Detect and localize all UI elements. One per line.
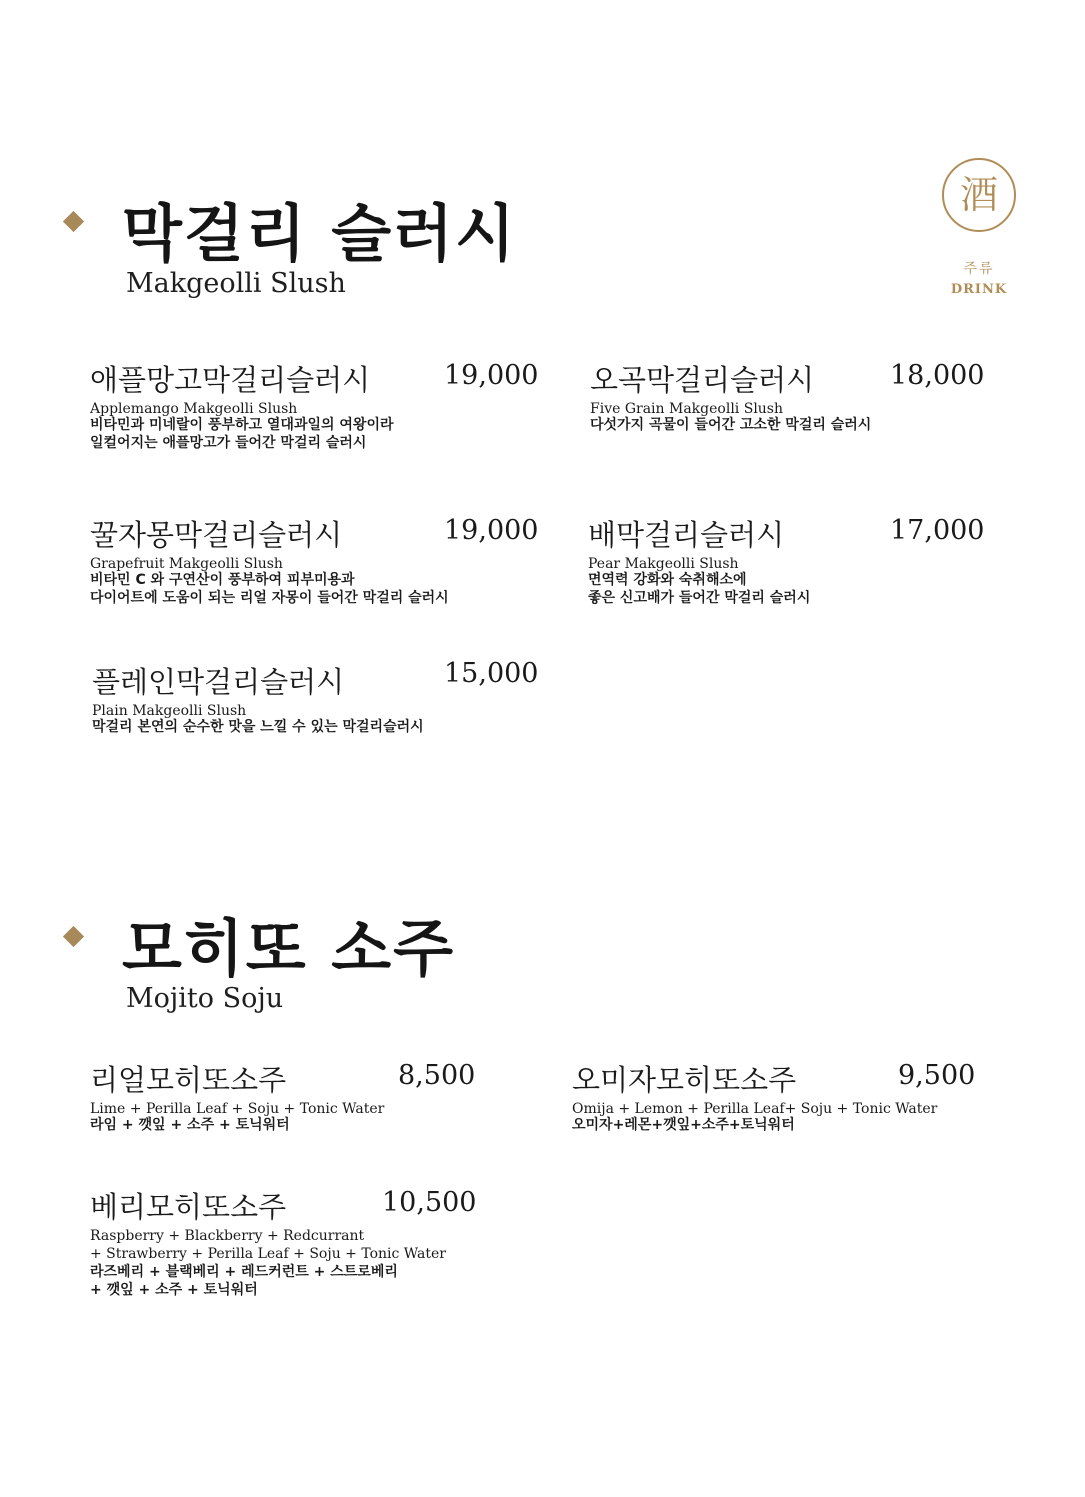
item-description-line: 면역력 강화와 숙취해소에 — [588, 572, 747, 588]
item-price: 18,000 — [890, 360, 985, 391]
item-name: 오미자모히또소주 — [572, 1063, 797, 1097]
item-name: 꿀자몽막걸리슬러시 — [90, 518, 343, 552]
item-name: 리얼모히또소주 — [90, 1063, 287, 1097]
item-ingredients-ko: + 깻잎 + 소주 + 토닉워터 — [90, 1282, 258, 1298]
section-title-ko: 막걸리 슬러시 — [122, 197, 517, 270]
item-name: 베리모히또소주 — [90, 1190, 287, 1224]
item-description-line: 비타민 C 와 구연산이 풍부하여 피부미용과 — [90, 572, 355, 588]
item-name-en: Plain Makgeolli Slush — [92, 703, 247, 719]
item-name: 플레인막걸리슬러시 — [92, 665, 345, 699]
item-name-en: Five Grain Makgeolli Slush — [590, 401, 784, 417]
section-title-ko: 모히또 소주 — [122, 912, 456, 985]
item-ingredients-ko: 라임 + 깻잎 + 소주 + 토닉워터 — [90, 1117, 290, 1133]
item-price: 9,500 — [898, 1060, 976, 1091]
item-ingredients-en: + Strawberry + Perilla Leaf + Soju + Tonic Water — [90, 1246, 446, 1262]
item-name: 오곡막걸리슬러시 — [590, 363, 815, 397]
item-price: 19,000 — [444, 515, 539, 546]
section-title-en: Makgeolli Slush — [126, 268, 346, 299]
diamond-bullet-icon — [63, 211, 84, 232]
item-description-line: 좋은 신고배가 들어간 막걸리 슬러시 — [588, 590, 811, 606]
item-price: 8,500 — [398, 1060, 476, 1091]
item-description-line: 다이어트에 도움이 되는 리얼 자몽이 들어간 막걸리 슬러시 — [90, 590, 449, 606]
item-description-line: 일컬어지는 애플망고가 들어간 막걸리 슬러시 — [90, 435, 367, 451]
item-ingredients-ko: 라즈베리 + 블랙베리 + 레드커런트 + 스트로베리 — [90, 1264, 398, 1280]
drink-category-badge — [940, 158, 1018, 297]
section-title-en: Mojito Soju — [126, 983, 284, 1014]
item-name-en: Applemango Makgeolli Slush — [90, 401, 298, 417]
item-price: 19,000 — [444, 360, 539, 391]
item-description-line: 다섯가지 곡물이 들어간 고소한 막걸리 슬러시 — [590, 417, 872, 433]
item-price: 10,500 — [382, 1187, 477, 1218]
category-label-en: DRINK — [950, 282, 1008, 297]
item-name: 애플망고막걸리슬러시 — [90, 363, 371, 397]
item-ingredients-en: Lime + Perilla Leaf + Soju + Tonic Water — [90, 1101, 385, 1117]
item-description-line: 막걸리 본연의 순수한 맛을 느낄 수 있는 막걸리슬러시 — [92, 719, 424, 735]
item-price: 17,000 — [890, 515, 985, 546]
category-label-ko: 주류 — [963, 261, 995, 277]
diamond-bullet-icon — [63, 926, 84, 947]
item-name: 배막걸리슬러시 — [588, 518, 785, 552]
item-price: 15,000 — [444, 658, 539, 689]
item-name-en: Pear Makgeolli Slush — [588, 556, 739, 572]
item-ingredients-ko: 오미자+레몬+깻잎+소주+토닉워터 — [572, 1117, 795, 1133]
item-ingredients-en: Omija + Lemon + Perilla Leaf+ Soju + Tonic Water — [572, 1101, 938, 1117]
item-description-line: 비타민과 미네랄이 풍부하고 열대과일의 여왕이라 — [90, 417, 394, 433]
liquor-seal-icon: 酒 — [942, 158, 1016, 232]
item-ingredients-en: Raspberry + Blackberry + Redcurrant — [90, 1228, 365, 1244]
item-name-en: Grapefruit Makgeolli Slush — [90, 556, 283, 572]
